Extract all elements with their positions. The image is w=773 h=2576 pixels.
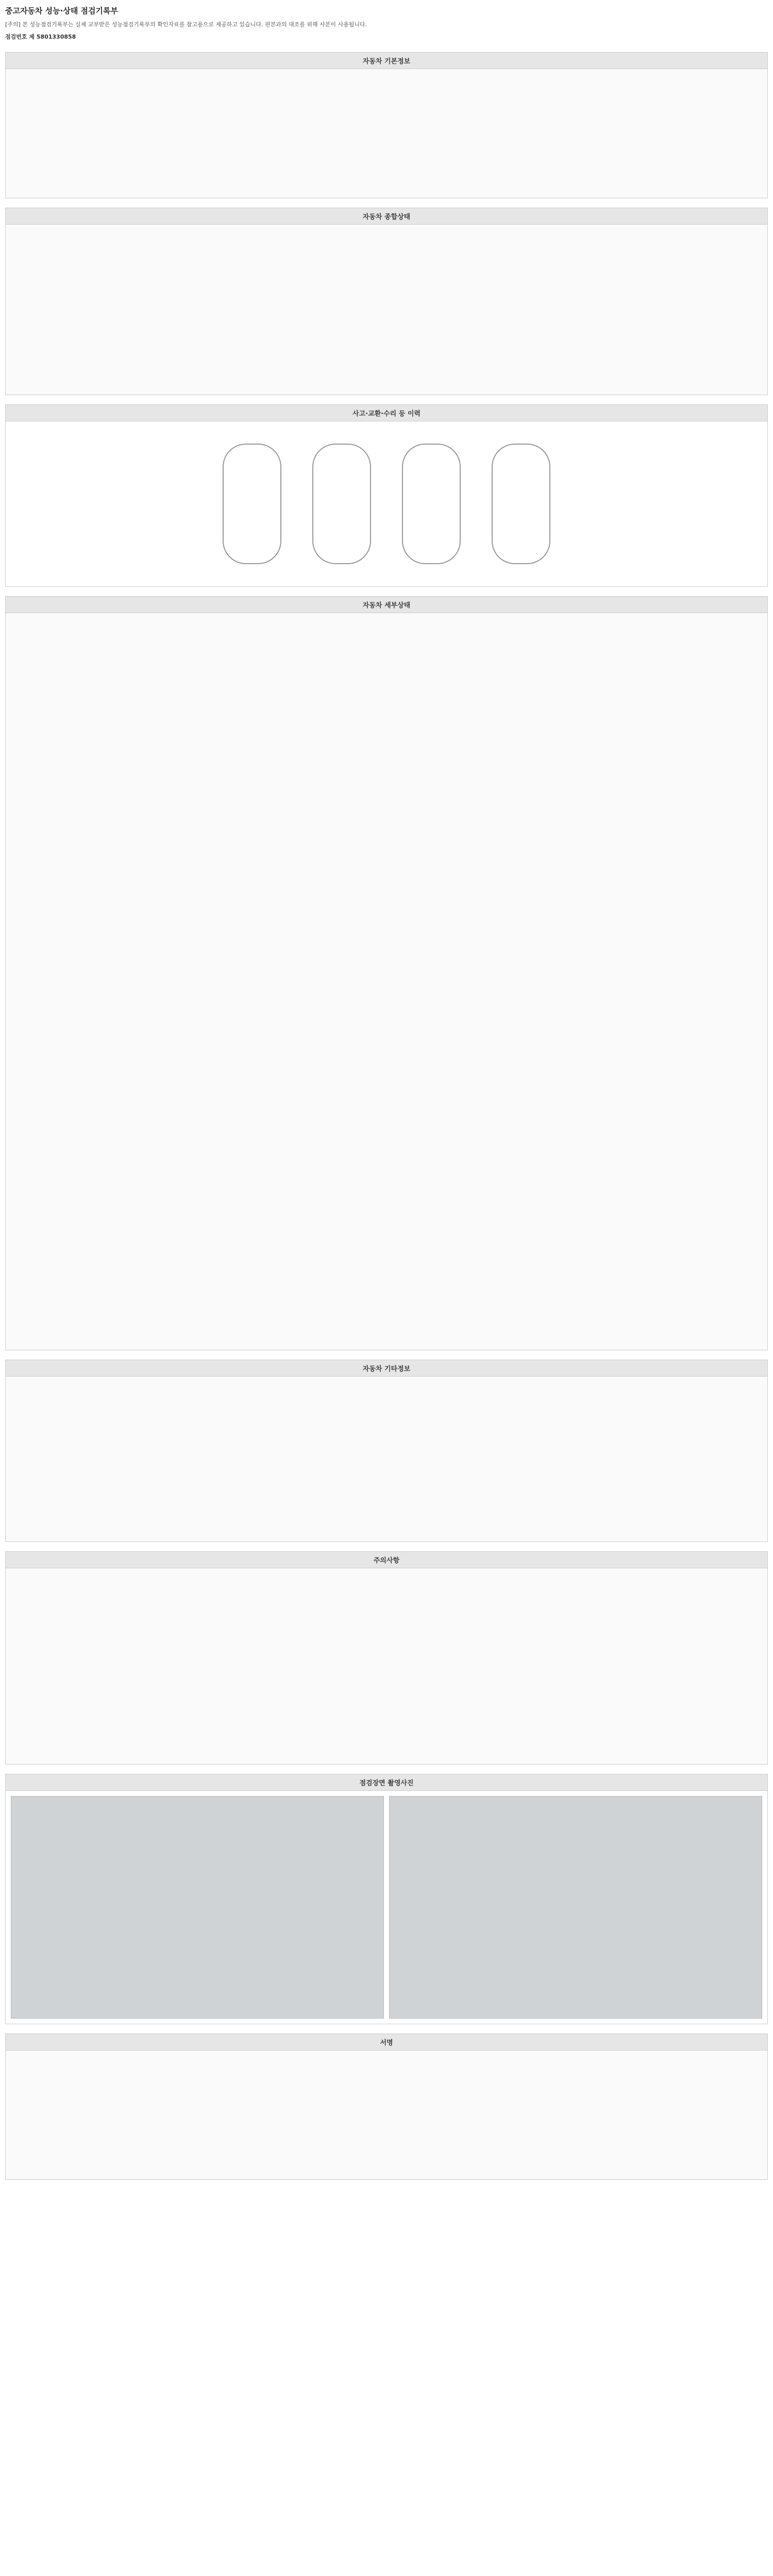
other-info-section [5,1360,768,1542]
basic-info-section [5,52,768,198]
section-title: 서명 [6,2034,767,2050]
document-number: 점검번호 제 5801330858 [5,33,76,40]
accident-section [5,404,768,587]
general-status-section [5,208,768,395]
notice: [주의] 본 성능점검기록부는 실제 교부받은 성능점검기록부의 확인자료를 참고용으로 제공하고 있습니다. 원본과의 대조를 위해 사본이 사용됩니다. [5,21,367,28]
rear-photo [389,1796,762,2019]
section-title: 점검장면 촬영사진 [6,1774,767,1791]
section-title: 사고·교환·수리 등 이력 [6,405,767,421]
detail-status-section [5,596,768,1350]
signature-section [5,2033,768,2180]
section-title: 주의사항 [6,1552,767,1568]
photos-section [5,1774,768,2024]
front-photo [11,1796,384,2019]
header [0,0,773,43]
page-title: 중고자동차 성능·상태 점검기록부 [5,6,119,15]
caution-section [5,1551,768,1765]
section-title: 자동차 세부상태 [6,597,767,613]
section-title: 자동차 기타정보 [6,1360,767,1377]
section-title: 자동차 기본정보 [6,53,767,69]
section-title: 자동차 종합상태 [6,208,767,225]
vehicle-diagram [6,421,767,586]
